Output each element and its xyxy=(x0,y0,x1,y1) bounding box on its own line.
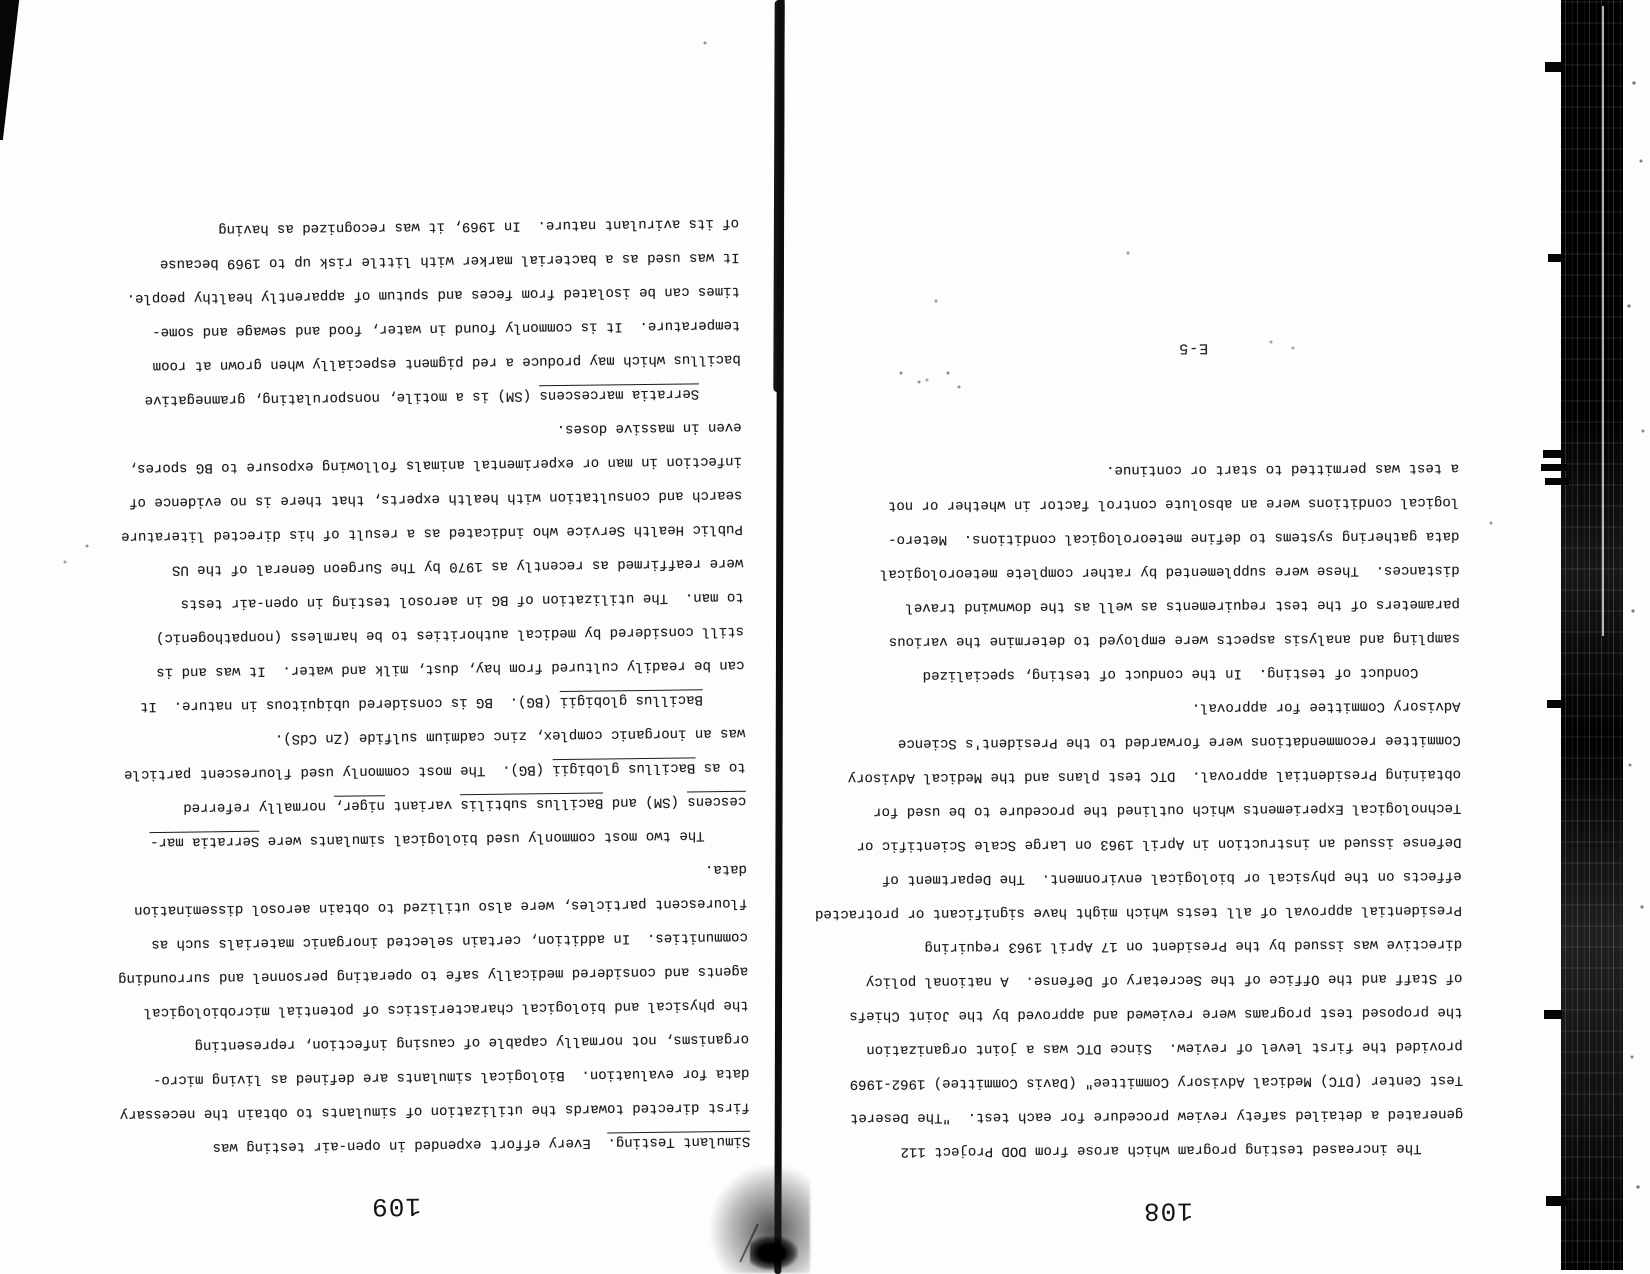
fold-ink-blob xyxy=(750,1236,798,1270)
text-line: Presidential approval of all tests which might have significant or protracted xyxy=(814,901,1462,923)
text-line: parameters of the test requirements as well as the downwind travel xyxy=(905,595,1460,616)
text-line: organisms, not normally capable of causing infection, representing xyxy=(194,1030,750,1054)
text-line: communities. In addition, certain selected inorganic materials such as xyxy=(151,928,748,953)
scan-corner-artifact xyxy=(0,0,24,140)
page-108 xyxy=(782,318,1464,1227)
edge-tooth xyxy=(1545,478,1569,485)
text-line: Test Center (DTC) Medical Advisory Committee" (Davis Committee) 1962-1969 xyxy=(849,1071,1464,1092)
edge-tooth xyxy=(1546,1196,1566,1206)
text-line: a test was permitted to start or continue. xyxy=(1106,459,1460,479)
text-line: sampling and analysis aspects were employed to determine the various xyxy=(888,629,1461,650)
text-line: were reaffirmed as recently as 1970 by The Surgeon General of the US xyxy=(171,554,744,578)
scan-specks xyxy=(0,0,2,2)
edge-tooth xyxy=(1543,450,1565,458)
text-line: Conduct of testing. In the conduct of testing, specialized xyxy=(922,663,1461,684)
page-footer-label: E-5 xyxy=(1178,339,1209,357)
text-line: to as Bacillus globigii (BG). The most commonly used flourescent particle xyxy=(123,758,746,783)
edge-tooth xyxy=(1545,62,1563,72)
text-line: generated a detailed safety review procedure for each test. "The Deseret xyxy=(849,1105,1464,1126)
text-line: first directed towards the utilization of simulants to obtain the necessary xyxy=(119,1098,750,1123)
text-line: Technological Experiements which outlined the procedure to be used for xyxy=(873,799,1462,820)
text-line: It was used as a bacterial marker with little risk up to 1969 because xyxy=(159,248,740,272)
text-line: of Staff and the Office of the Secretary of Defense. A national policy xyxy=(865,969,1463,990)
text-line: The two most commonly used biological simulants were Serratia mar- xyxy=(149,826,747,851)
text-line: logical conditions were an absolute control factor in whether or not xyxy=(887,493,1460,514)
text-line: still considered by medical authorities to be harmless (nonpathogenic) xyxy=(155,622,745,646)
text-line: temperature. It is commonly found in water, food and sewage and some- xyxy=(152,316,741,340)
text-line: the physical and biological characteristics of potential microbiological xyxy=(143,996,749,1021)
text-line: Committee recommendations were forwarded to the President's Science xyxy=(897,731,1461,752)
text-line: of its avirulant nature. In 1969, it was recognized as having xyxy=(218,214,740,238)
text-line: Defense issued an instruction in April 1963 on Large Scale Scientific or xyxy=(856,833,1462,854)
text-line: agents and considered medically safe to operating personnel and surrounding xyxy=(118,962,749,987)
page-text xyxy=(49,206,751,1166)
page-number: 109 xyxy=(370,1190,422,1222)
text-line: bacillus which may produce a red pigment especially when grown at room xyxy=(152,350,741,374)
text-line: infection in man or experimental animals following exposure to BG spores, xyxy=(128,452,743,477)
text-line: flourescent particles, were also utilized to obtain aerosol dissemination xyxy=(134,894,748,919)
text-line: Bacillus globigii (BG). BG is considered ubiquitous in nature. It xyxy=(139,691,703,715)
text-line: The increased testing program which arose from DOD Project 112 xyxy=(900,1139,1464,1160)
text-line: Public Health Service who indicated as a result of his directed literature xyxy=(121,520,743,545)
text-line: even in massive doses. xyxy=(556,418,742,438)
text-line: was an inorganic complex, zinc cadmium sulfide (Zn CdS). xyxy=(274,724,746,747)
page-text xyxy=(783,451,1464,1169)
text-line: Advisory Committee for approval. xyxy=(1191,697,1461,716)
edge-tooth xyxy=(1544,1010,1562,1019)
edge-tooth xyxy=(1547,700,1561,708)
text-line: Serratia marcescens (SM) is a motile, nonsporulating, gramnegative xyxy=(144,385,700,409)
text-line: effects on the physical or biological environment. The Department of xyxy=(881,867,1462,888)
text-line: the proposed test programs were reviewed and approved by the Joint Chiefs xyxy=(849,1003,1463,1024)
text-line: data. xyxy=(704,860,748,878)
page-number: 108 xyxy=(1142,1195,1193,1226)
text-line: data gathering systems to define meteorological conditions. Metero- xyxy=(888,527,1460,548)
text-line: search and consultation with health experts, that there is no evidence of xyxy=(129,486,743,511)
text-line: Simulant Testing. Every effort expended in open-air testing was xyxy=(212,1132,751,1156)
text-line: can be readily cultured from hay, dust, milk and water. It was and is xyxy=(156,656,745,680)
text-line: cescens (SM) and Bacillus subtilis variant niger, normally referred xyxy=(183,792,747,816)
edge-tooth xyxy=(1548,254,1563,262)
edge-strip-hairline xyxy=(1602,6,1604,636)
text-line: times can be isolated from feces and sputum of apparently healthy people. xyxy=(126,282,741,307)
text-line: distances. These were supplemented by rather complete meteorological xyxy=(879,561,1460,582)
edge-tooth xyxy=(1541,464,1567,471)
text-line: to man. The utilization of BG in aerosol testing in open-air tests xyxy=(180,588,744,612)
text-line: directive was issued by the President on 17 April 1963 requiring xyxy=(924,935,1463,956)
page-109 xyxy=(49,196,751,1224)
book-edge-strip xyxy=(1561,0,1623,1270)
text-line: obtaining Presidential approval. DTC test plans and the Medical Advisory xyxy=(847,765,1462,786)
text-line: provided the first level of review. Since DTC was a joint organization xyxy=(866,1037,1463,1058)
text-line: data for evaluation. Biological simulants are defined as living micro- xyxy=(152,1064,750,1089)
